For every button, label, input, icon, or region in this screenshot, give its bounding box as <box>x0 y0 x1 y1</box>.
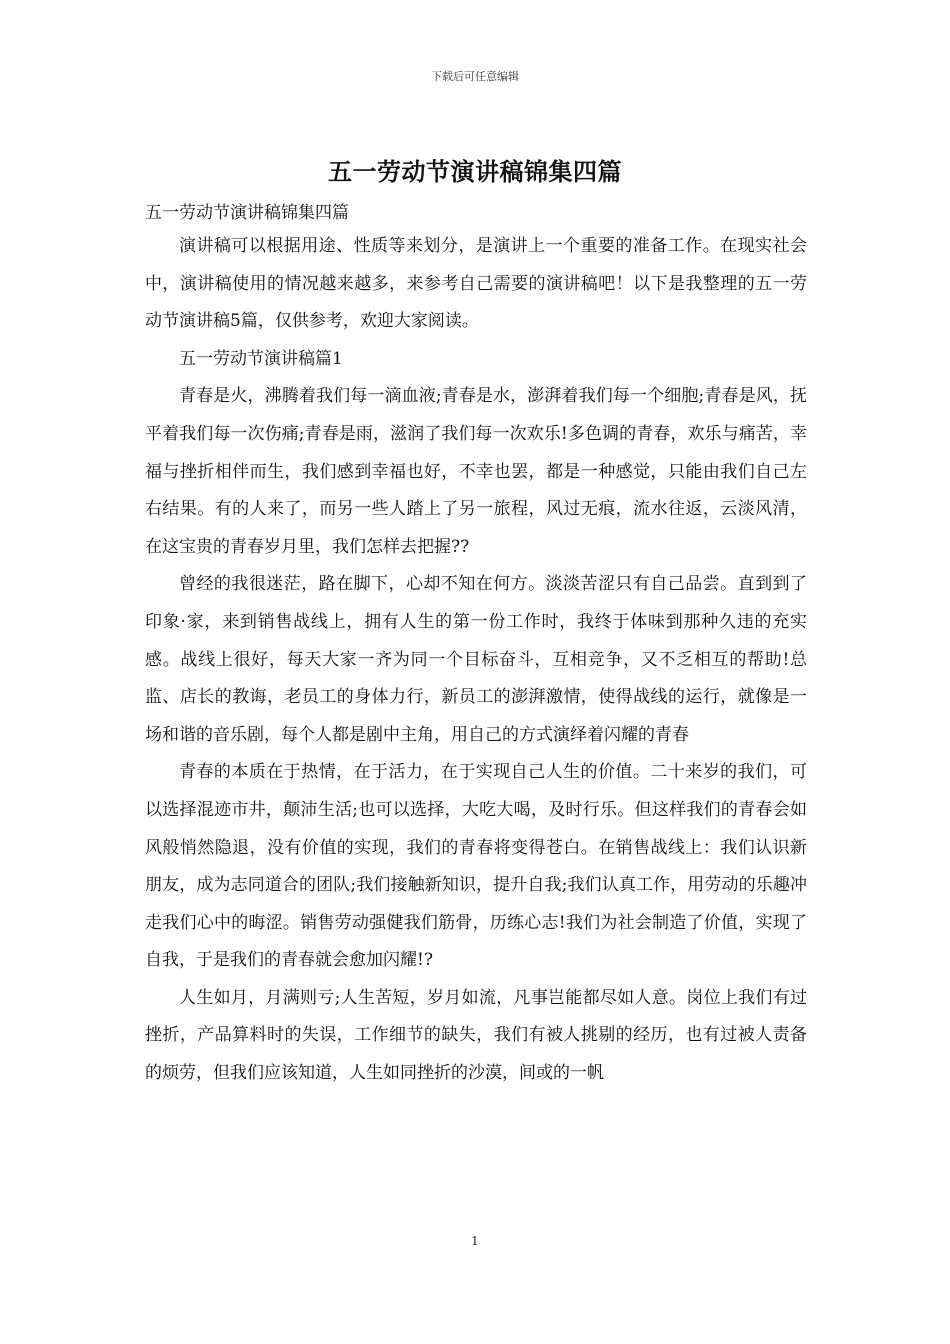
body-paragraph-2: 曾经的我很迷茫，路在脚下，心却不知在何方。淡淡苦涩只有自己品尝。直到到了印象·家，来到销售战线上，拥有人生的第一份工作时，我终于体味到那种久违的充实感。战线上很好，每天大家一齐为同一个目标奋斗，互相竞争，又不乏相互的帮助!总监、店长的教诲，老员工的身体力行，新员工的澎湃激情，使得战线的运行，就像是一场和谐的音乐剧，每个人都是剧中主角，用自己的方式演绎着闪耀的青春 <box>145 574 807 745</box>
body-paragraph-4: 人生如月，月满则亏;人生苦短，岁月如流，凡事岂能都尽如人意。岗位上我们有过挫折，产品算料时的失误，工作细节的缺失，我们有被人挑剔的经历，也有过被人责备的烦劳，但我们应该知道，人生如同挫折的沙漠，间或的一帆 <box>145 987 807 1084</box>
section-heading: 五一劳动节演讲稿篇1 <box>179 348 343 369</box>
body-paragraph-1: 青春是火，沸腾着我们每一滴血液;青春是水，澎湃着我们每一个细胞;青春是风，抚平着我们每一次伤痛;青春是雨，滋润了我们每一次欢乐!多色调的青春，欢乐与痛苦，幸福与挫折相伴而生，我们感到幸福也好，不幸也罢，都是一种感觉，只能由我们自己左右结果。有的人来了，而另一些人踏上了另一旅程，风过无痕，流水往返，云淡风清，在这宝贵的青春岁月里，我们怎样去把握?? <box>145 386 807 557</box>
document-subtitle: 五一劳动节演讲稿锦集四篇 <box>145 203 349 223</box>
document-body <box>145 198 807 1093</box>
document-title: 五一劳动节演讲稿锦集四篇 <box>328 157 622 186</box>
body-paragraph-3: 青春的本质在于热情，在于活力，在于实现自己人生的价值。二十来岁的我们，可以选择混迹市井，颠沛生活;也可以选择，大吃大喝，及时行乐。但这样我们的青春会如风般悄然隐退，没有价值的实现，我们的青春将变得苍白。在销售战线上：我们认识新朋友，成为志同道合的团队;我们接触新知识，提升自我;我们认真工作，用劳动的乐趣冲走我们心中的晦涩。销售劳动强健我们筋骨，历练心志!我们为社会制造了价值，实现了自我，于是我们的青春就会愈加闪耀!? <box>145 762 807 971</box>
page-number: 1 <box>471 1234 479 1248</box>
header-note: 下载后可任意编辑 <box>431 70 519 83</box>
intro-paragraph: 演讲稿可以根据用途、性质等来划分，是演讲上一个重要的准备工作。在现实社会中，演讲稿使用的情况越来越多，来参考自己需要的演讲稿吧！以下是我整理的五一劳动节演讲稿5篇，仅供参考，欢迎大家阅读。 <box>145 236 807 332</box>
